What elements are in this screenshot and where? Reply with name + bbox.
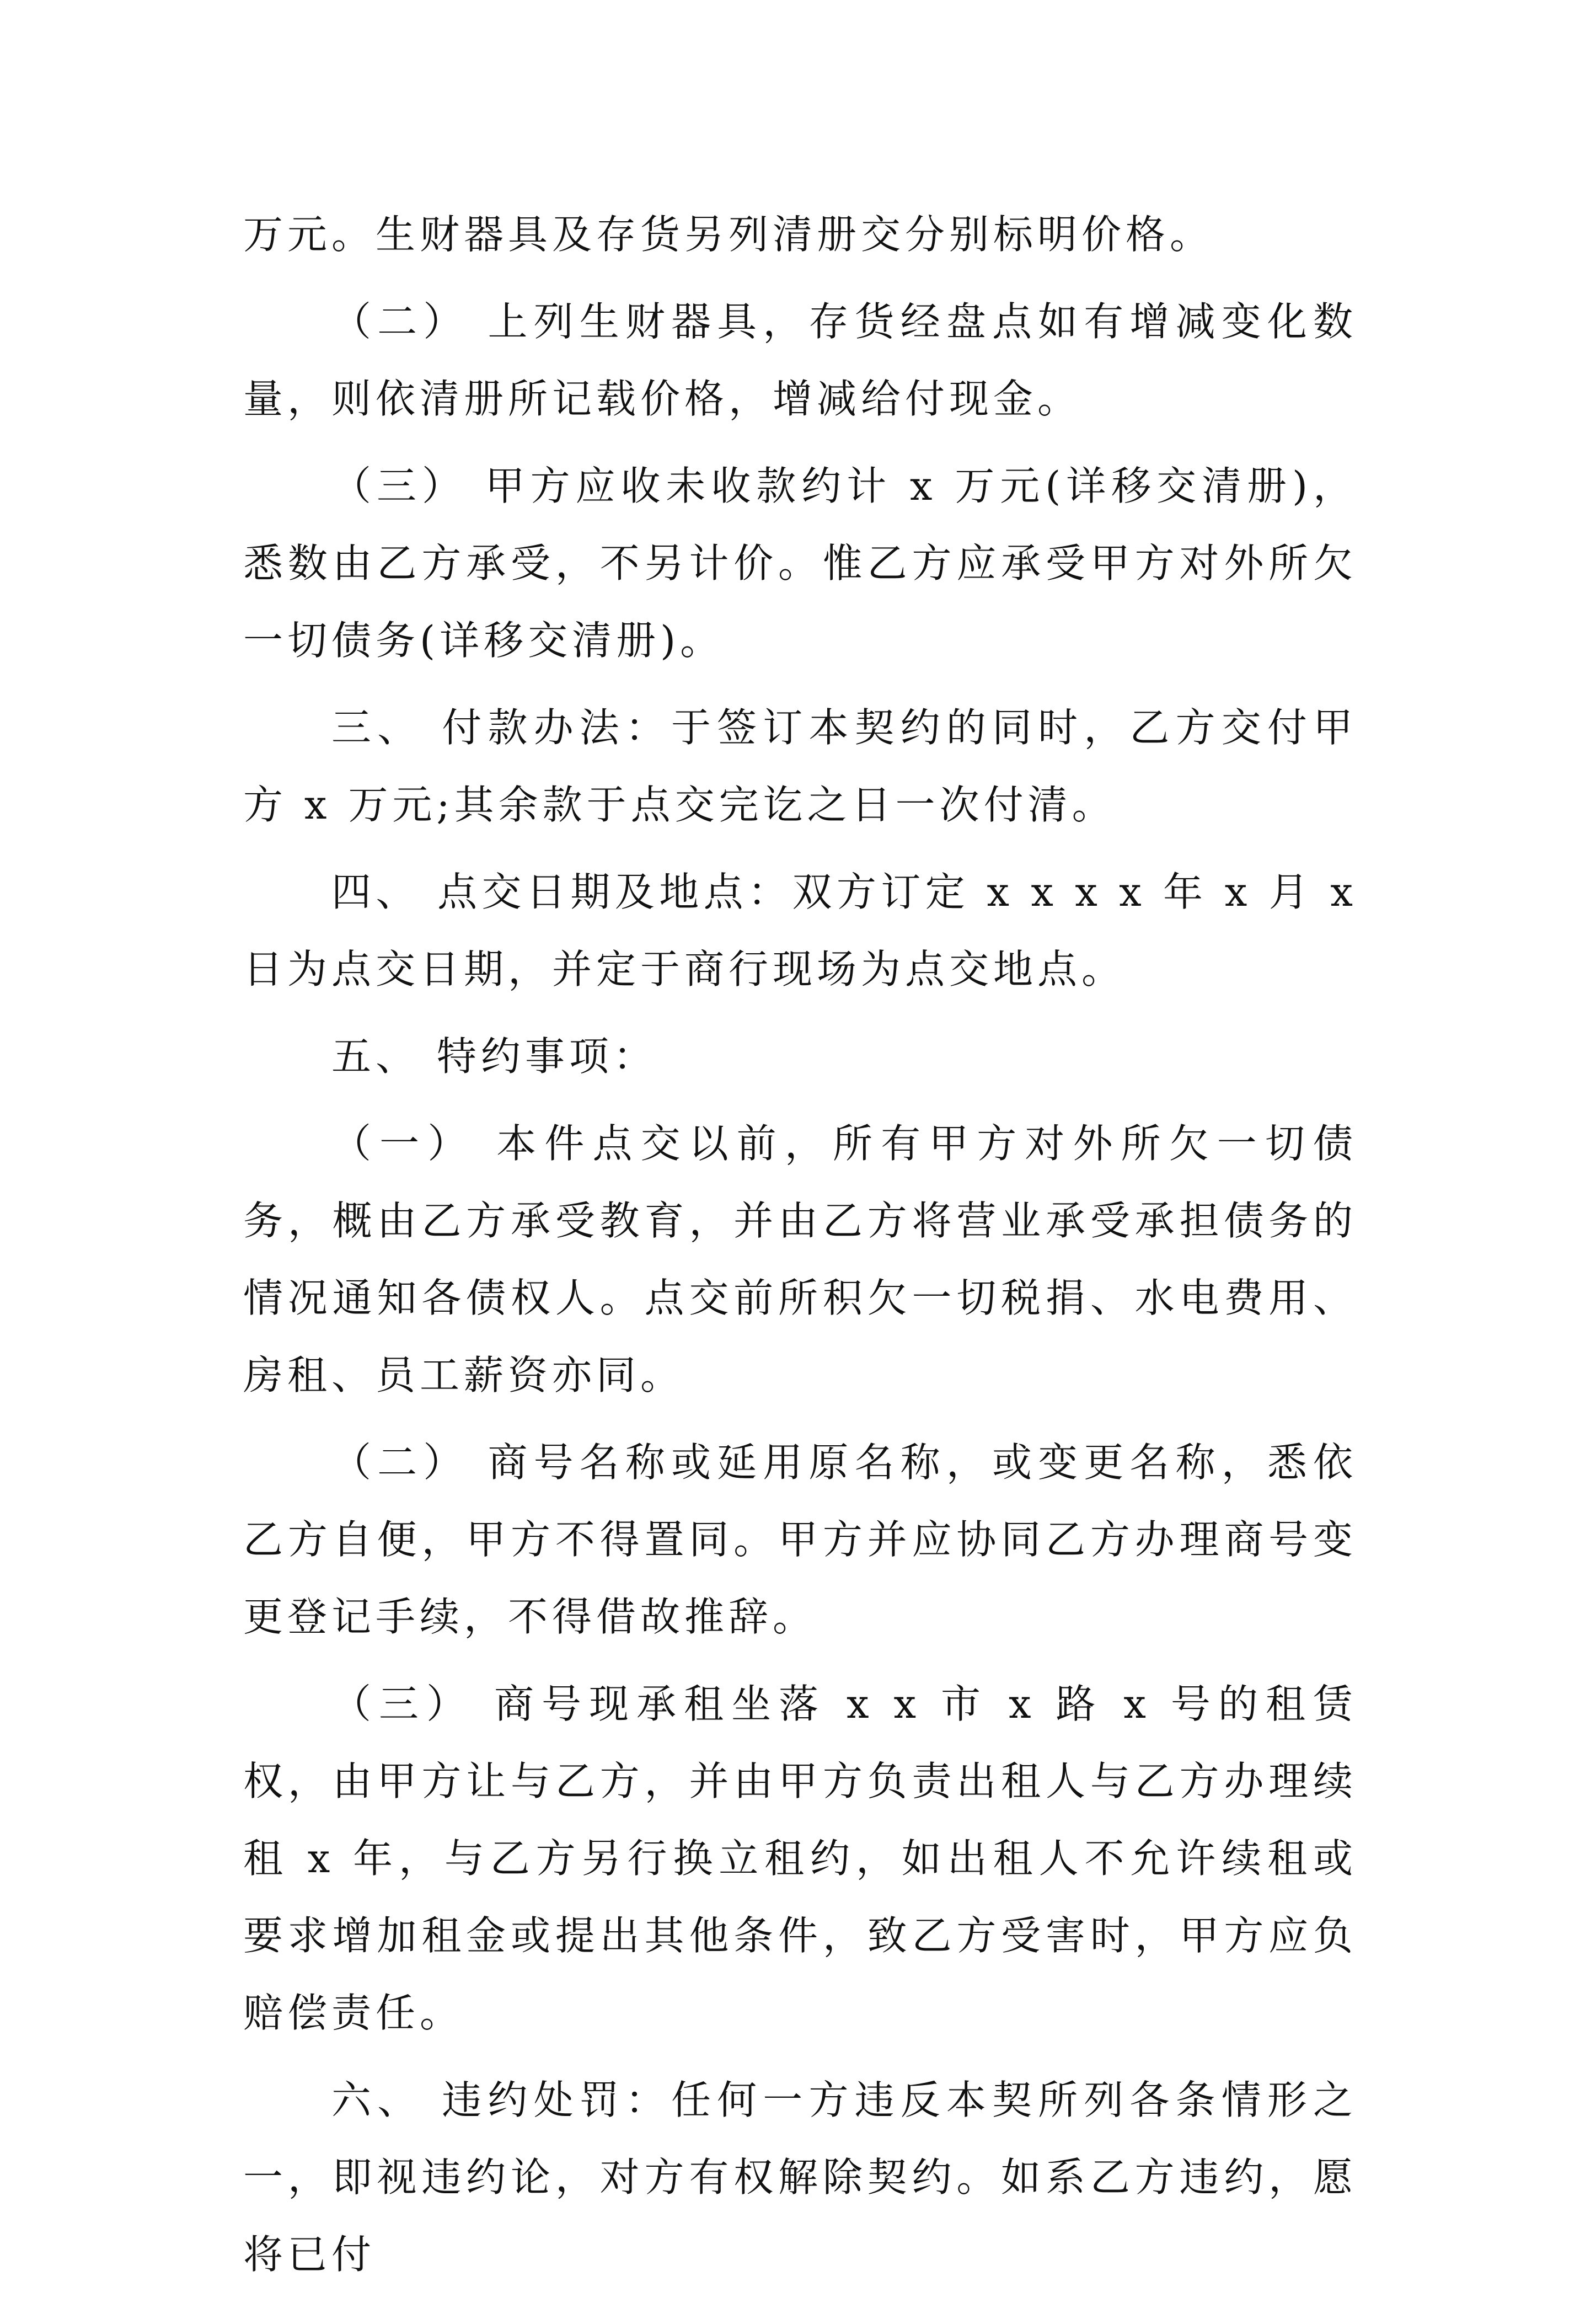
paragraph-5: 四、 点交日期及地点：双方订定 x x x x 年 x 月 x 日为点交日期，并定于商行现场为点交地点。 (243, 869, 1357, 992)
paragraph-3: （三） 甲方应收未收款约计 x 万元(详移交清册)，悉数由乙方承受，不另计价。惟乙方应承受甲方对外所欠一切债务(详移交清册)。 (243, 463, 1357, 664)
paragraph-10: 六、 违约处罚：任何一方违反本契所列各条情形之一，即视违约论，对方有权解除契约。如系乙方违约，愿将已付 (243, 2077, 1357, 2278)
paragraph-1: 万元。生财器具及存货另列清册交分别标明价格。 (243, 211, 1214, 258)
paragraph-7: （一） 本件点交以前，所有甲方对外所欠一切债务，概由乙方承受教育，并由乙方将营业承受承担债务的情况通知各债权人。点交前所积欠一切税捐、水电费用、房租、员工薪资亦同。 (243, 1120, 1357, 1398)
paragraph-9: （三） 商号现承租坐落 x x 市 x 路 x 号的租赁权，由甲方让与乙方，并由甲方负责出租人与乙方办理续租 x 年，与乙方另行换立租约，如出租人不允许续租或要求增加租金或提出其他条件，致乙方受害时，甲方应负赔偿责任。 (243, 1681, 1357, 2036)
paragraph-2: （二） 上列生财器具，存货经盘点如有增减变化数量，则依清册所记载价格，增减给付现金。 (243, 298, 1357, 422)
document-body (243, 196, 1357, 2303)
paragraph-4: 三、 付款办法：于签订本契约的同时，乙方交付甲方 x 万元;其余款于点交完讫之日一次付清。 (243, 704, 1357, 828)
paragraph-6: 五、 特约事项： (331, 1033, 657, 1080)
paragraph-8: （二） 商号名称或延用原名称，或变更名称，悉依乙方自便，甲方不得置同。甲方并应协同乙方办理商号变更登记手续，不得借故推辞。 (243, 1439, 1357, 1640)
